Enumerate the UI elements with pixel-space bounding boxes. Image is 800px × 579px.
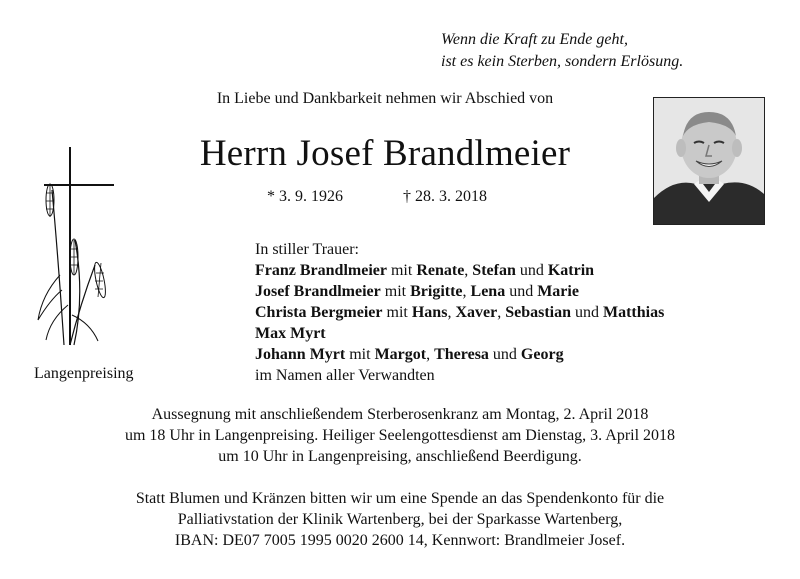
place-name: Langenpreising — [34, 365, 134, 382]
connector-text: , — [447, 304, 456, 321]
connector-text: und — [488, 346, 521, 363]
mourner-name: Franz Brandlmeier — [255, 262, 387, 279]
mourner-name: Brigitte — [410, 283, 463, 300]
connector-text: , — [464, 262, 473, 279]
intro-text: In Liebe und Dankbarkeit nehmen wir Abschied von — [216, 90, 554, 107]
mourner-row — [255, 260, 775, 281]
donation-line-1: Statt Blumen und Kränzen bitten wir um eine Spende an das Spendenkonto für die — [135, 490, 665, 507]
mourner-name: Margot — [374, 346, 427, 363]
connector-text: mit — [382, 304, 412, 321]
mourner-name: Hans — [411, 304, 448, 321]
mourner-name: Matthias — [603, 304, 665, 321]
deceased-name: Herrn Josef Brandlmeier — [199, 133, 571, 174]
mourner-name: Katrin — [547, 262, 595, 279]
service-line-2: um 18 Uhr in Langenpreising. Heiliger Seelengottesdienst am Dienstag, 3. April 2018 — [124, 427, 676, 444]
mourner-name: Theresa — [434, 346, 489, 363]
connector-text: mit — [380, 283, 411, 300]
mourners-heading: In stiller Trauer: — [255, 241, 359, 258]
mourner-row — [255, 281, 775, 302]
quote — [441, 29, 781, 73]
service-line-1: Aussegnung mit anschließendem Sterberosenkranz am Montag, 2. April 2018 — [151, 406, 649, 423]
service-line-3: um 10 Uhr in Langenpreising, anschließend Beerdigung. — [218, 448, 582, 465]
mourner-row — [255, 344, 775, 365]
connector-text: mit — [345, 346, 375, 363]
connector-text: und — [505, 283, 538, 300]
connector-text: und — [571, 304, 603, 321]
mourner-name: Georg — [520, 346, 564, 363]
donation-info — [20, 488, 780, 551]
donation-line-2: Palliativstation der Klinik Wartenberg, bei der Sparkasse Wartenberg, — [177, 511, 623, 528]
mourner-row — [255, 323, 775, 344]
mourner-row — [255, 302, 775, 323]
quote-line-2: ist es kein Sterben, sondern Erlösung. — [441, 53, 684, 70]
donation-line-3: IBAN: DE07 7005 1995 0020 2600 14, Kennwort: Brandlmeier Josef. — [174, 532, 626, 549]
connector-text: mit — [386, 262, 417, 279]
connector-text: , — [462, 283, 471, 300]
mourners-list — [255, 239, 775, 386]
connector-text: , — [426, 346, 435, 363]
cross-with-wheat-icon — [30, 145, 125, 355]
mourner-name: Josef Brandlmeier — [255, 283, 381, 300]
mourner-name: Johann Myrt — [255, 346, 346, 363]
mourner-name: Christa Bergmeier — [255, 304, 383, 321]
connector-text: , — [497, 304, 506, 321]
mourners-closing: im Namen aller Verwandten — [255, 367, 435, 384]
connector-text: und — [515, 262, 548, 279]
quote-line-1: Wenn die Kraft zu Ende geht, — [441, 31, 628, 48]
death-date: † 28. 3. 2018 — [403, 188, 487, 205]
mourner-name: Stefan — [472, 262, 516, 279]
mourner-name: Renate — [416, 262, 465, 279]
service-info — [20, 404, 780, 467]
portrait-image — [654, 98, 764, 224]
mourner-name: Marie — [537, 283, 579, 300]
portrait-photo — [653, 97, 765, 225]
birth-date: * 3. 9. 1926 — [267, 188, 343, 205]
mourner-name: Lena — [470, 283, 506, 300]
mourner-name: Max Myrt — [255, 325, 326, 342]
mourner-name: Sebastian — [505, 304, 571, 321]
mourner-name: Xaver — [455, 304, 498, 321]
